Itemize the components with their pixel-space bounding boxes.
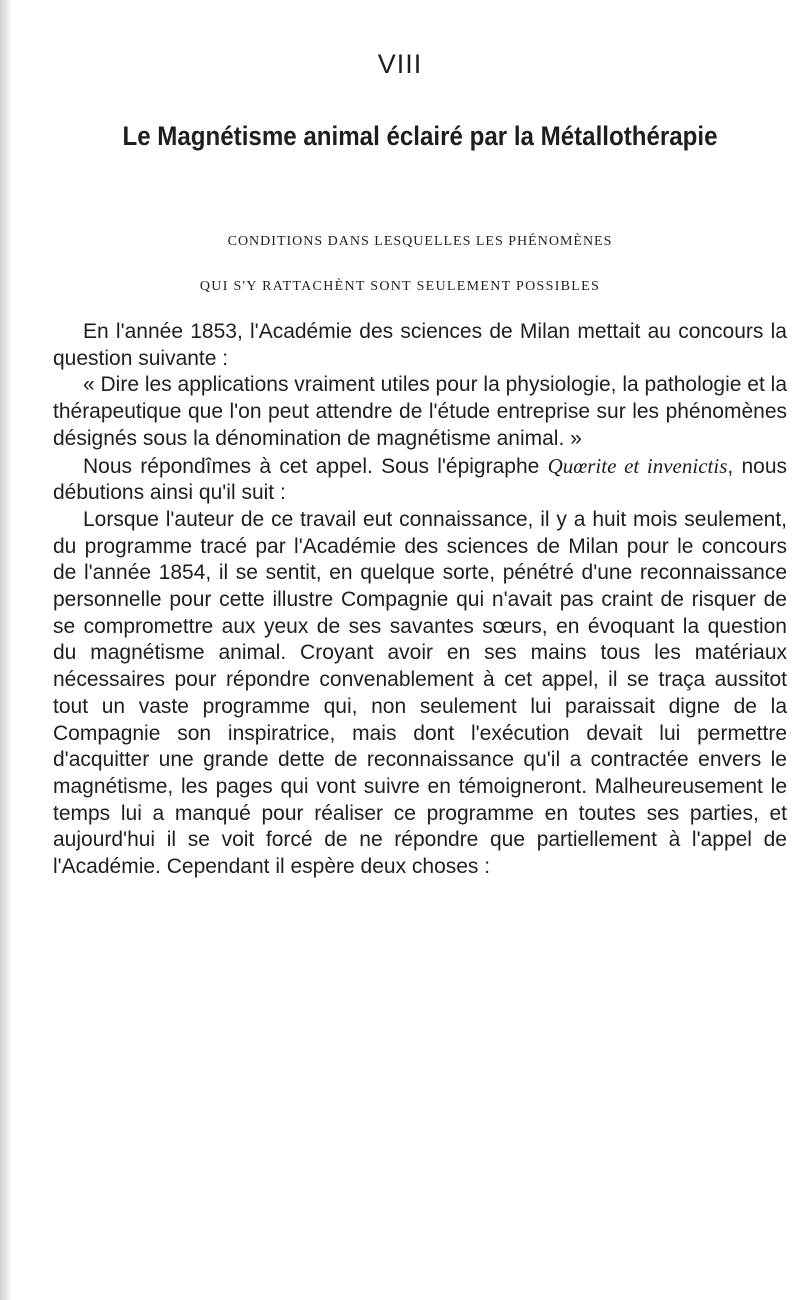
page-number: VIII (377, 49, 423, 79)
paragraph-3 (53, 453, 787, 507)
body-text (53, 319, 787, 881)
paragraph-1: En l'année 1853, l'Académie des sciences de Milan mettait au concours la question suivante : (53, 320, 787, 370)
chapter-title: Le Magnétisme animal éclairé par la Métallothérapie (122, 121, 718, 151)
page-gutter-shadow (0, 0, 12, 1300)
paragraph-2-quote: « Dire les applications vraiment utiles pour la physiologie, la pathologie et la thérapeutique que l'on peut attendre de l'étude entreprise sur les phénomènes désignés sous la dénomination de magnétisme animal. » (53, 373, 787, 450)
chapter-subtitle-line-2: QUI S'Y RATTACHÈNT SONT SEULEMENT POSSIBLES (199, 279, 601, 294)
paragraph-3-text-a: Nous répondîmes à cet appel. Sous l'épigraphe (83, 454, 548, 478)
epigraph-italic: Quœrite et invenictis (547, 453, 728, 478)
paragraph-3-text-b: , nous débutions ainsi qu'il suit : (53, 454, 788, 505)
chapter-subtitle-line-1: CONDITIONS DANS LESQUELLES LES PHÉNOMÈNES (227, 234, 613, 249)
paragraph-4: Lorsque l'auteur de ce travail eut connaissance, il y a huit mois seulement, du programme tracé par l'Académie des sciences de Milan pour le concours de l'année 1854, il se sentit, en quelque sorte, pénétré d'une reconnaissance personnelle pour cette illustre Compagnie qui n'avait pas craint de risquer de se compromettre aux yeux de ses savantes sœurs, en évoquant la question du magnétisme animal. Croyant avoir en ses mains tous les matériaux nécessaires pour répondre convenablement à cet appel, il se traça aussitot tout un vaste programme qui, non seulement lui paraissait digne de la Compagnie son inspiratrice, mais dont l'exécution devait lui permettre d'acquitter une grande dette de reconnaissance qu'il a contractée envers le magnétisme, les pages qui vont suivre en témoigneront. Malheureusement le temps lui a manqué pour réaliser ce programme en toutes ses parties, et aujourd'hui il se voit forcé de ne répondre que partiellement à l'appel de l'Académie. Cependant il espère deux choses : (53, 507, 787, 879)
